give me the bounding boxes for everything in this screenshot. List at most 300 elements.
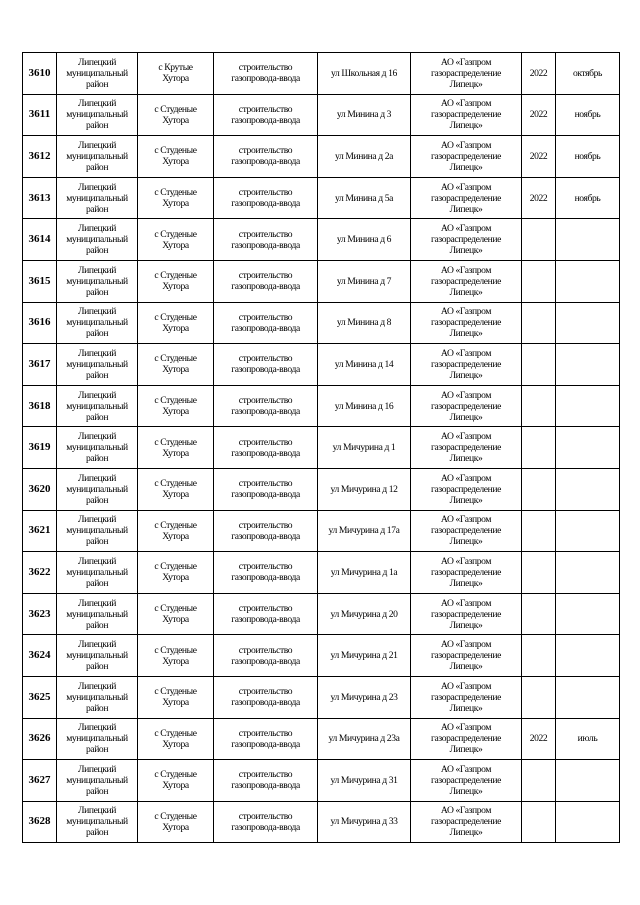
work-type-cell <box>214 260 318 302</box>
year-cell: 2022 <box>522 136 556 178</box>
work-type-cell-line: газопровода-ввода <box>231 655 300 667</box>
settlement-cell <box>138 552 214 594</box>
settlement-cell <box>138 760 214 802</box>
table-row <box>23 177 620 219</box>
settlement-cell-line: с Студеные <box>154 561 197 573</box>
settlement-cell-line: с Студеные <box>154 603 197 615</box>
work-type-cell <box>214 385 318 427</box>
row-number: 3626 <box>23 718 57 760</box>
work-type-cell-line: строительство <box>238 270 293 282</box>
company-cell <box>411 552 522 594</box>
settlement-cell-line: Хутора <box>162 614 189 626</box>
work-type-cell-line: строительство <box>238 478 293 490</box>
work-type-cell-line: газопровода-ввода <box>231 281 300 293</box>
settlement-cell <box>138 177 214 219</box>
work-type-cell-line: газопровода-ввода <box>231 738 300 750</box>
company-cell-line: АО «Газпром <box>440 514 492 526</box>
work-type-cell <box>214 344 318 386</box>
district-cell-line: муниципальный <box>66 234 128 246</box>
work-type-cell-line: строительство <box>238 603 293 615</box>
company-cell-line: АО «Газпром <box>440 805 492 817</box>
district-cell-line: район <box>85 661 109 673</box>
work-type-cell-line: строительство <box>238 686 293 698</box>
month-cell <box>556 593 620 635</box>
work-type-cell-line: строительство <box>238 519 293 531</box>
address-cell: ул Мичурина д 20 <box>318 593 411 635</box>
year-cell <box>522 760 556 802</box>
settlement-cell-line: Хутора <box>162 738 189 750</box>
address-cell: ул Минина д 2а <box>318 136 411 178</box>
table-row <box>23 468 620 510</box>
work-type-cell-line: газопровода-ввода <box>231 322 300 334</box>
company-cell-line: Липецк» <box>449 827 483 839</box>
table-row <box>23 344 620 386</box>
work-type-cell-line: строительство <box>238 228 293 240</box>
year-cell <box>522 552 556 594</box>
company-cell <box>411 94 522 136</box>
company-cell <box>411 344 522 386</box>
district-cell-line: Липецкий <box>78 223 116 235</box>
row-number: 3624 <box>23 635 57 677</box>
company-cell-line: газораспределение <box>430 525 501 537</box>
company-cell-line: газораспределение <box>430 608 501 620</box>
work-type-cell-line: газопровода-ввода <box>231 489 300 501</box>
month-cell <box>556 635 620 677</box>
year-cell <box>522 801 556 843</box>
company-cell-line: Липецк» <box>449 661 483 673</box>
address-cell: ул Мичурина д 12 <box>318 468 411 510</box>
district-cell-line: Липецкий <box>78 639 116 651</box>
settlement-cell <box>138 136 214 178</box>
district-cell-line: район <box>85 494 109 506</box>
settlement-cell-line: Хутора <box>162 322 189 334</box>
table-row <box>23 718 620 760</box>
settlement-cell <box>138 593 214 635</box>
company-cell-line: АО «Газпром <box>440 472 492 484</box>
year-cell <box>522 510 556 552</box>
address-cell: ул Мичурина д 21 <box>318 635 411 677</box>
company-cell <box>411 468 522 510</box>
year-cell: 2022 <box>522 53 556 95</box>
row-number: 3622 <box>23 552 57 594</box>
month-cell <box>556 219 620 261</box>
company-cell-line: газораспределение <box>430 317 501 329</box>
district-cell-line: район <box>85 286 109 298</box>
district-cell-line: район <box>85 411 109 423</box>
address-cell: ул Минина д 8 <box>318 302 411 344</box>
company-cell-line: АО «Газпром <box>440 347 492 359</box>
row-number: 3619 <box>23 427 57 469</box>
month-cell <box>556 552 620 594</box>
month-cell <box>556 801 620 843</box>
work-type-cell-line: газопровода-ввода <box>231 198 300 210</box>
district-cell-line: район <box>85 577 109 589</box>
district-cell-line: муниципальный <box>66 150 128 162</box>
row-number: 3611 <box>23 94 57 136</box>
company-cell-line: газораспределение <box>430 150 501 162</box>
district-cell-line: муниципальный <box>66 109 128 121</box>
work-type-cell <box>214 552 318 594</box>
company-cell-line: Липецк» <box>449 577 483 589</box>
address-cell: ул Школьная д 16 <box>318 53 411 95</box>
district-cell-line: район <box>85 203 109 215</box>
company-cell-line: газораспределение <box>430 275 501 287</box>
company-cell <box>411 676 522 718</box>
district-cell-line: район <box>85 827 109 839</box>
district-cell-line: муниципальный <box>66 650 128 662</box>
address-cell: ул Минина д 3 <box>318 94 411 136</box>
district-cell-line: Липецкий <box>78 555 116 567</box>
settlement-cell-line: с Студеные <box>154 519 197 531</box>
company-cell-line: АО «Газпром <box>440 763 492 775</box>
company-cell-line: газораспределение <box>430 442 501 454</box>
settlement-cell-line: с Студеные <box>154 769 197 781</box>
year-cell: 2022 <box>522 94 556 136</box>
work-type-cell-line: газопровода-ввода <box>231 406 300 418</box>
district-cell <box>57 302 138 344</box>
row-number: 3628 <box>23 801 57 843</box>
address-cell: ул Минина д 6 <box>318 219 411 261</box>
settlement-cell-line: с Студеные <box>154 353 197 365</box>
work-type-cell <box>214 136 318 178</box>
district-cell-line: район <box>85 78 109 90</box>
district-cell <box>57 219 138 261</box>
settlement-cell <box>138 260 214 302</box>
company-cell-line: Липецк» <box>449 328 483 340</box>
settlement-cell <box>138 718 214 760</box>
row-number: 3617 <box>23 344 57 386</box>
district-cell-line: Липецкий <box>78 763 116 775</box>
month-cell: ноябрь <box>556 94 620 136</box>
table-row <box>23 219 620 261</box>
district-cell <box>57 136 138 178</box>
row-number: 3613 <box>23 177 57 219</box>
year-cell <box>522 219 556 261</box>
district-cell-line: муниципальный <box>66 774 128 786</box>
work-type-cell-line: газопровода-ввода <box>231 614 300 626</box>
month-cell: ноябрь <box>556 177 620 219</box>
company-cell-line: Липецк» <box>449 161 483 173</box>
district-cell-line: Липецкий <box>78 680 116 692</box>
settlement-cell-line: с Студеные <box>154 145 197 157</box>
settlement-cell-line: Хутора <box>162 655 189 667</box>
work-type-cell-line: газопровода-ввода <box>231 821 300 833</box>
company-cell-line: Липецк» <box>449 203 483 215</box>
district-cell <box>57 468 138 510</box>
settlement-cell-line: Хутора <box>162 780 189 792</box>
company-cell <box>411 760 522 802</box>
work-type-cell-line: газопровода-ввода <box>231 239 300 251</box>
district-cell <box>57 177 138 219</box>
year-cell <box>522 593 556 635</box>
work-type-cell-line: строительство <box>238 103 293 115</box>
row-number: 3620 <box>23 468 57 510</box>
company-cell-line: газораспределение <box>430 192 501 204</box>
district-cell <box>57 676 138 718</box>
district-cell-line: Липецкий <box>78 472 116 484</box>
work-type-cell-line: строительство <box>238 810 293 822</box>
year-cell <box>522 302 556 344</box>
year-cell <box>522 635 556 677</box>
company-cell-line: газораспределение <box>430 358 501 370</box>
work-type-cell-line: газопровода-ввода <box>231 156 300 168</box>
district-cell <box>57 801 138 843</box>
district-cell-line: район <box>85 245 109 257</box>
table-row <box>23 385 620 427</box>
work-type-cell-line: газопровода-ввода <box>231 780 300 792</box>
settlement-cell-line: Хутора <box>162 239 189 251</box>
work-type-cell <box>214 510 318 552</box>
address-cell: ул Минина д 7 <box>318 260 411 302</box>
district-cell-line: район <box>85 369 109 381</box>
district-cell-line: Липецкий <box>78 98 116 110</box>
settlement-cell <box>138 468 214 510</box>
district-cell-line: Липецкий <box>78 597 116 609</box>
district-cell-line: муниципальный <box>66 400 128 412</box>
table-row <box>23 801 620 843</box>
district-cell-line: муниципальный <box>66 525 128 537</box>
table-row <box>23 593 620 635</box>
gas-connection-table <box>22 52 620 843</box>
district-cell-line: район <box>85 744 109 756</box>
work-type-cell <box>214 53 318 95</box>
settlement-cell-line: Хутора <box>162 198 189 210</box>
table-row <box>23 676 620 718</box>
address-cell: ул Мичурина д 1 <box>318 427 411 469</box>
work-type-cell-line: газопровода-ввода <box>231 697 300 709</box>
settlement-cell <box>138 94 214 136</box>
company-cell-line: газораспределение <box>430 109 501 121</box>
settlement-cell-line: с Студеные <box>154 103 197 115</box>
company-cell-line: газораспределение <box>430 566 501 578</box>
company-cell <box>411 801 522 843</box>
company-cell-line: Липецк» <box>449 536 483 548</box>
district-cell-line: Липецкий <box>78 181 116 193</box>
company-cell-line: АО «Газпром <box>440 181 492 193</box>
table-row <box>23 635 620 677</box>
work-type-cell <box>214 676 318 718</box>
company-cell <box>411 260 522 302</box>
company-cell <box>411 593 522 635</box>
month-cell: ноябрь <box>556 136 620 178</box>
table-row <box>23 136 620 178</box>
work-type-cell <box>214 219 318 261</box>
settlement-cell-line: Хутора <box>162 447 189 459</box>
settlement-cell-line: с Студеные <box>154 228 197 240</box>
district-cell <box>57 593 138 635</box>
work-type-cell <box>214 468 318 510</box>
company-cell-line: газораспределение <box>430 400 501 412</box>
work-type-cell-line: строительство <box>238 353 293 365</box>
district-cell-line: муниципальный <box>66 275 128 287</box>
settlement-cell-line: Хутора <box>162 821 189 833</box>
year-cell <box>522 468 556 510</box>
address-cell: ул Мичурина д 1а <box>318 552 411 594</box>
settlement-cell <box>138 427 214 469</box>
table-row <box>23 760 620 802</box>
company-cell <box>411 718 522 760</box>
row-number: 3621 <box>23 510 57 552</box>
settlement-cell-line: с Студеные <box>154 644 197 656</box>
settlement-cell-line: Хутора <box>162 73 189 85</box>
settlement-cell-line: с Студеные <box>154 270 197 282</box>
month-cell <box>556 510 620 552</box>
table-row <box>23 427 620 469</box>
company-cell-line: Липецк» <box>449 453 483 465</box>
work-type-cell-line: газопровода-ввода <box>231 530 300 542</box>
row-number: 3614 <box>23 219 57 261</box>
district-cell-line: муниципальный <box>66 608 128 620</box>
settlement-cell-line: с Студеные <box>154 686 197 698</box>
work-type-cell-line: строительство <box>238 311 293 323</box>
company-cell-line: Липецк» <box>449 619 483 631</box>
district-cell-line: район <box>85 536 109 548</box>
row-number: 3627 <box>23 760 57 802</box>
month-cell <box>556 302 620 344</box>
district-cell <box>57 53 138 95</box>
district-cell-line: муниципальный <box>66 566 128 578</box>
district-cell-line: муниципальный <box>66 816 128 828</box>
work-type-cell <box>214 427 318 469</box>
settlement-cell-line: с Студеные <box>154 478 197 490</box>
company-cell-line: газораспределение <box>430 650 501 662</box>
company-cell <box>411 427 522 469</box>
month-cell: июль <box>556 718 620 760</box>
address-cell: ул Минина д 5а <box>318 177 411 219</box>
work-type-cell-line: газопровода-ввода <box>231 114 300 126</box>
district-cell <box>57 94 138 136</box>
settlement-cell-line: Хутора <box>162 530 189 542</box>
address-cell: ул Минина д 14 <box>318 344 411 386</box>
settlement-cell-line: с Студеные <box>154 727 197 739</box>
work-type-cell <box>214 801 318 843</box>
settlement-cell <box>138 801 214 843</box>
company-cell-line: газораспределение <box>430 67 501 79</box>
year-cell <box>522 676 556 718</box>
company-cell-line: газораспределение <box>430 691 501 703</box>
settlement-cell <box>138 53 214 95</box>
company-cell-line: Липецк» <box>449 369 483 381</box>
row-number: 3623 <box>23 593 57 635</box>
table-row <box>23 53 620 95</box>
settlement-cell-line: с Студеные <box>154 436 197 448</box>
company-cell-line: АО «Газпром <box>440 680 492 692</box>
row-number: 3618 <box>23 385 57 427</box>
table-row <box>23 94 620 136</box>
company-cell-line: АО «Газпром <box>440 306 492 318</box>
company-cell-line: газораспределение <box>430 234 501 246</box>
settlement-cell <box>138 635 214 677</box>
row-number: 3610 <box>23 53 57 95</box>
company-cell-line: Липецк» <box>449 120 483 132</box>
table-row <box>23 510 620 552</box>
work-type-cell-line: строительство <box>238 145 293 157</box>
settlement-cell-line: Хутора <box>162 364 189 376</box>
settlement-cell-line: Хутора <box>162 489 189 501</box>
company-cell <box>411 635 522 677</box>
settlement-cell-line: Хутора <box>162 156 189 168</box>
district-cell-line: Липецкий <box>78 514 116 526</box>
work-type-cell-line: строительство <box>238 727 293 739</box>
work-type-cell <box>214 302 318 344</box>
month-cell <box>556 427 620 469</box>
work-type-cell-line: строительство <box>238 395 293 407</box>
address-cell: ул Мичурина д 33 <box>318 801 411 843</box>
district-cell <box>57 718 138 760</box>
month-cell <box>556 344 620 386</box>
table-row <box>23 260 620 302</box>
district-cell-line: район <box>85 702 109 714</box>
settlement-cell-line: с Студеные <box>154 395 197 407</box>
district-cell-line: Липецкий <box>78 431 116 443</box>
settlement-cell-line: с Крутые <box>158 62 193 74</box>
district-cell-line: муниципальный <box>66 442 128 454</box>
work-type-cell-line: строительство <box>238 436 293 448</box>
settlement-cell-line: с Студеные <box>154 187 197 199</box>
work-type-cell <box>214 635 318 677</box>
address-cell: ул Мичурина д 31 <box>318 760 411 802</box>
district-cell-line: Липецкий <box>78 722 116 734</box>
month-cell <box>556 676 620 718</box>
settlement-cell-line: Хутора <box>162 697 189 709</box>
month-cell <box>556 468 620 510</box>
company-cell-line: АО «Газпром <box>440 139 492 151</box>
district-cell-line: муниципальный <box>66 691 128 703</box>
company-cell-line: газораспределение <box>430 774 501 786</box>
district-cell <box>57 760 138 802</box>
district-cell-line: муниципальный <box>66 483 128 495</box>
settlement-cell <box>138 302 214 344</box>
company-cell-line: АО «Газпром <box>440 56 492 68</box>
company-cell-line: Липецк» <box>449 411 483 423</box>
work-type-cell-line: строительство <box>238 644 293 656</box>
company-cell-line: Липецк» <box>449 494 483 506</box>
district-cell-line: район <box>85 785 109 797</box>
company-cell <box>411 177 522 219</box>
district-cell-line: Липецкий <box>78 306 116 318</box>
company-cell <box>411 136 522 178</box>
settlement-cell <box>138 219 214 261</box>
settlement-cell-line: Хутора <box>162 281 189 293</box>
district-cell-line: Липецкий <box>78 139 116 151</box>
district-cell-line: район <box>85 453 109 465</box>
settlement-cell <box>138 385 214 427</box>
work-type-cell <box>214 718 318 760</box>
year-cell <box>522 344 556 386</box>
year-cell <box>522 427 556 469</box>
district-cell <box>57 510 138 552</box>
settlement-cell-line: Хутора <box>162 406 189 418</box>
district-cell-line: Липецкий <box>78 347 116 359</box>
settlement-cell <box>138 676 214 718</box>
work-type-cell-line: строительство <box>238 62 293 74</box>
work-type-cell <box>214 593 318 635</box>
district-cell-line: муниципальный <box>66 733 128 745</box>
district-cell-line: район <box>85 120 109 132</box>
row-number: 3612 <box>23 136 57 178</box>
table-row <box>23 552 620 594</box>
company-cell <box>411 302 522 344</box>
address-cell: ул Мичурина д 23 <box>318 676 411 718</box>
address-cell: ул Мичурина д 23а <box>318 718 411 760</box>
company-cell <box>411 510 522 552</box>
row-number: 3615 <box>23 260 57 302</box>
company-cell <box>411 385 522 427</box>
company-cell-line: АО «Газпром <box>440 597 492 609</box>
work-type-cell-line: строительство <box>238 769 293 781</box>
company-cell-line: АО «Газпром <box>440 431 492 443</box>
company-cell-line: АО «Газпром <box>440 98 492 110</box>
